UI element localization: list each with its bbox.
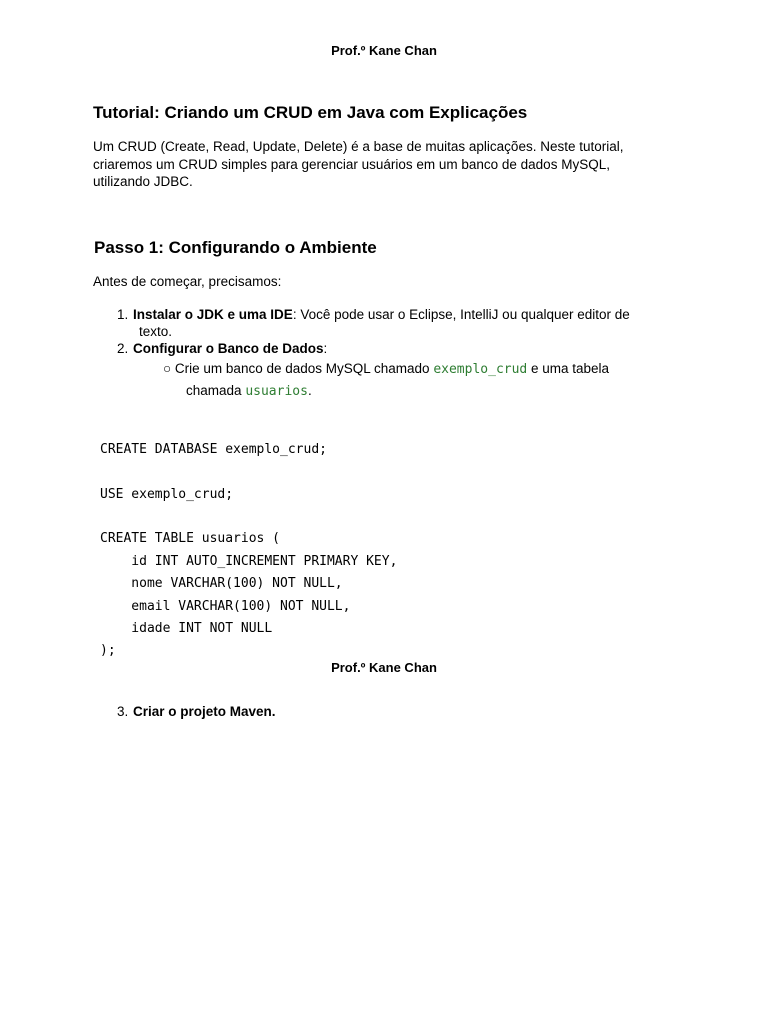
list-item-number: 2. <box>117 341 129 356</box>
list-item-text-cont: texto. <box>139 324 173 339</box>
list-item-number: 1. <box>117 307 129 322</box>
list-item <box>117 306 677 340</box>
sub-item-text: . <box>307 383 312 398</box>
list-item-text: : Você pode usar o Eclipse, IntelliJ ou qualquer editor de <box>292 307 630 322</box>
sub-list-item <box>163 361 609 377</box>
code-line: email VARCHAR(100) NOT NULL, <box>100 599 351 614</box>
code-line: CREATE DATABASE exemplo_crud; <box>100 442 327 457</box>
page-header-author: Prof.º Kane Chan <box>331 43 437 58</box>
list-item-bold: Criar o projeto Maven. <box>133 704 276 719</box>
code-line: idade INT NOT NULL <box>100 621 273 636</box>
sub-item-text: Crie um banco de dados MySQL chamado <box>174 361 430 376</box>
sub-item-text: e uma tabela <box>531 361 610 376</box>
inline-code-table-name: usuarios <box>245 384 308 399</box>
list-item-text: : <box>323 341 328 356</box>
list-item-bold: Configurar o Banco de Dados <box>133 341 324 356</box>
code-line: id INT AUTO_INCREMENT PRIMARY KEY, <box>100 554 398 569</box>
list-item-number: 3. <box>117 704 129 719</box>
list-item <box>117 340 677 357</box>
intro-paragraph: Um CRUD (Create, Read, Update, Delete) é a base de muitas aplicações. Neste tutorial, criaremos um CRUD simples para gerenciar usuários em um banco de dados MySQL, utilizando JDBC. <box>93 139 624 189</box>
inline-code-db-name: exemplo_crud <box>433 362 528 377</box>
code-line: ); <box>100 643 116 658</box>
step1-heading: Passo 1: Configurando o Ambiente <box>94 238 377 257</box>
page-header-author: Prof.º Kane Chan <box>331 660 437 675</box>
step1-lead: Antes de começar, precisamos: <box>93 274 282 289</box>
sub-item-text: chamada <box>186 383 242 398</box>
list-item-bold: Instalar o JDK e uma IDE <box>133 307 293 322</box>
list-item <box>117 703 677 720</box>
code-line: CREATE TABLE usuarios ( <box>100 531 281 546</box>
code-line: USE exemplo_crud; <box>100 487 234 502</box>
circle-bullet-icon: ○ <box>163 361 172 376</box>
sub-list-item-cont <box>186 383 312 399</box>
document-title: Tutorial: Criando um CRUD em Java com Explicações <box>93 103 528 122</box>
code-line: nome VARCHAR(100) NOT NULL, <box>100 576 343 591</box>
